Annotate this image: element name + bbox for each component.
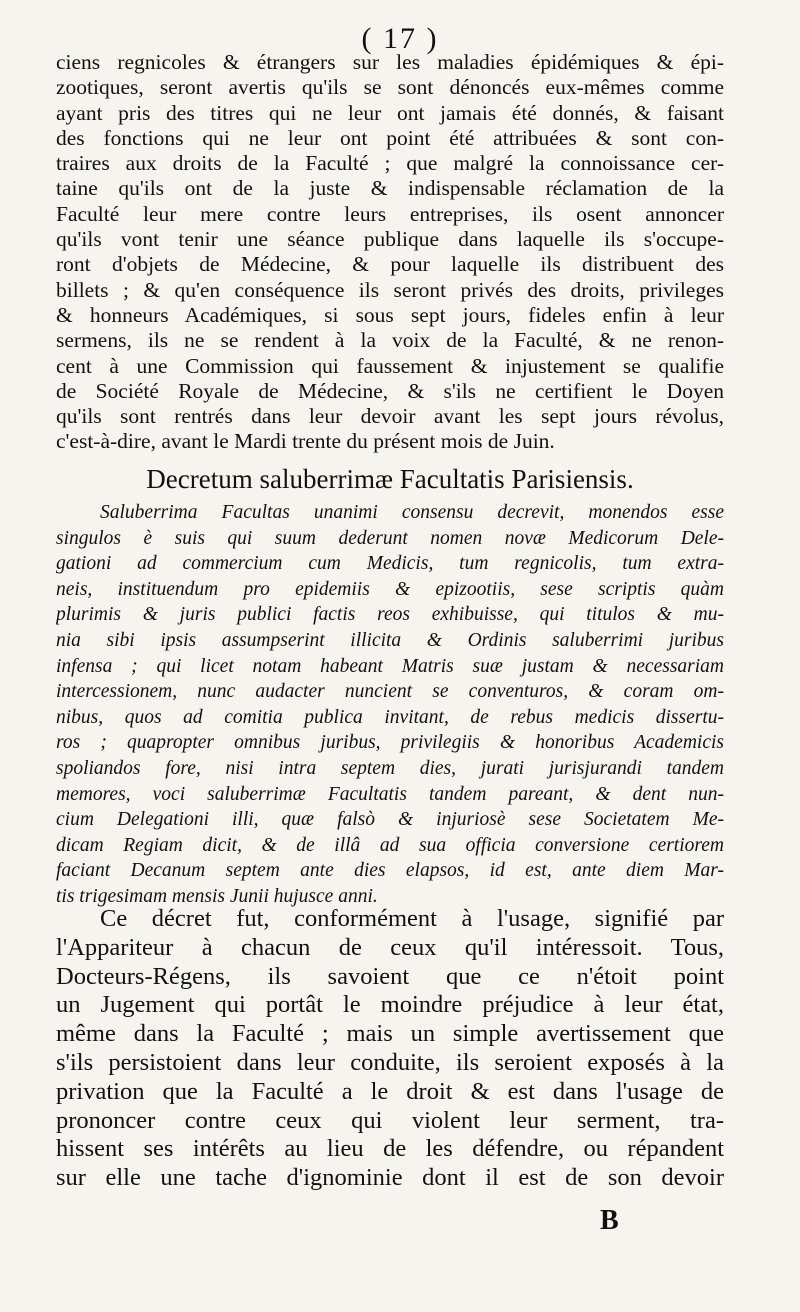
text-line: s'ils persistoient dans leur conduite, ils seroient exposés à la <box>56 1048 724 1076</box>
text-line: memores, voci saluberrimæ Facultatis tandem pareant, & dent nun- <box>56 783 724 805</box>
text-line: Docteurs-Régens, ils savoient que ce n'étoit point <box>56 962 724 990</box>
text-line: ciens regnicoles & étrangers sur les maladies épidémiques & épi- <box>56 50 724 74</box>
text-line: hissent ses intérêts au lieu de les défendre, ou répandent <box>56 1135 724 1163</box>
text-line: Saluberrima Facultas unanimi consensu decrevit, monendos esse <box>100 502 724 523</box>
text-line: Ce décret fut, conformément à l'usage, signifié par <box>100 905 724 932</box>
text-line: même dans la Faculté ; mais un simple avertissement que <box>56 1020 724 1048</box>
text-line: faciant Decanum septem ante dies elapsos, id est, ante diem Mar- <box>56 860 724 882</box>
text-line: spoliandos fore, nisi intra septem dies, jurati jurisjurandi tandem <box>56 757 724 779</box>
text-line: traires aux droits de la Faculté ; que malgré la connoissance cer- <box>56 151 724 176</box>
paragraph-french-commentary <box>56 905 724 1193</box>
text-line: billets ; & qu'en conséquence ils seront privés des droits, privileges <box>56 277 724 302</box>
text-line: prononcer contre ceux qui violent leur serment, tra- <box>56 1106 724 1134</box>
text-line: sur elle une tache d'ignominie dont il est de son devoir <box>56 1164 724 1192</box>
text-line: de Société Royale de Médecine, & s'ils ne certifient le Doyen <box>56 378 724 403</box>
text-line: infensa ; qui licet notam habeant Matris suæ justam & necessariam <box>56 655 724 677</box>
text-line: qu'ils sont rentrés dans leur devoir avant les sept jours révolus, <box>56 404 724 429</box>
text-line: Faculté leur mere contre leurs entreprises, ils osent annoncer <box>56 201 724 226</box>
text-line: sermens, ils ne se rendent à la voix de la Faculté, & ne renon- <box>56 328 724 353</box>
text-line: ayant pris des titres qui ne leur ont jamais été donnés, & faisant <box>56 100 724 125</box>
text-line: qu'ils vont tenir une séance publique dans laquelle ils s'occupe- <box>56 227 724 252</box>
text-line: ros ; quapropter omnibus juribus, privilegiis & honoribus Academicis <box>56 732 724 754</box>
page-number: ( 17 ) <box>361 22 439 55</box>
text-line: cium Delegationi illi, quæ falsò & injuriosè sese Societatem Me- <box>56 809 724 831</box>
text-line: des fonctions qui ne leur ont point été attribuées & sont con- <box>56 125 724 150</box>
text-line: & honneurs Académiques, si sous sept jours, fideles enfin à leur <box>56 302 724 327</box>
text-line: singulos è suis qui suum dederunt nomen novæ Medicorum Dele- <box>56 527 724 549</box>
text-line: gationi ad commercium cum Medicis, tum regnicolis, tum extra- <box>56 553 724 575</box>
text-line: neis, instituendum pro epidemiis & epizootiis, sese scriptis quàm <box>56 578 724 600</box>
signature-mark: B <box>600 1205 619 1236</box>
text-line: c'est-à-dire, avant le Mardi trente du présent mois de Juin. <box>56 429 555 454</box>
text-line: taine qu'ils ont de la juste & indispensable réclamation de la <box>56 176 724 201</box>
paragraph-latin-decree <box>56 500 724 910</box>
text-line: intercessionem, nunc audacter nuncient se conventuros, & coram om- <box>56 681 724 703</box>
decree-heading: Decretum saluberrimæ Facultatis Parisiensis. <box>146 464 634 494</box>
text-line: privation que la Faculté a le droit & est dans l'usage de <box>56 1077 724 1105</box>
text-line: ront d'objets de Médecine, & pour laquelle ils distribuent des <box>56 252 724 277</box>
text-line: un Jugement qui portât le moindre préjudice à leur état, <box>56 991 724 1019</box>
text-line: l'Appariteur à chacun de ceux qu'il intéressoit. Tous, <box>56 933 724 961</box>
text-line: zootiques, seront avertis qu'ils se sont dénoncés eux-mêmes comme <box>56 75 724 100</box>
paragraph-french-notice <box>56 50 724 455</box>
text-line: tis trigesimam mensis Junii hujusce anni. <box>56 885 378 907</box>
text-line: plurimis & juris publici factis reos exhibuisse, qui titulos & mu- <box>56 604 724 626</box>
text-line: dicam Regiam dicit, & de illâ ad sua officia conversione certiorem <box>56 834 724 856</box>
text-line: nia sibi ipsis assumpserint illicita & Ordinis saluberrimi juribus <box>56 629 724 651</box>
text-line: nibus, quos ad comitia publica invitant, de rebus medicis dissertu- <box>56 706 724 728</box>
text-line: cent à une Commission qui faussement & injustement se qualifie <box>56 353 724 378</box>
